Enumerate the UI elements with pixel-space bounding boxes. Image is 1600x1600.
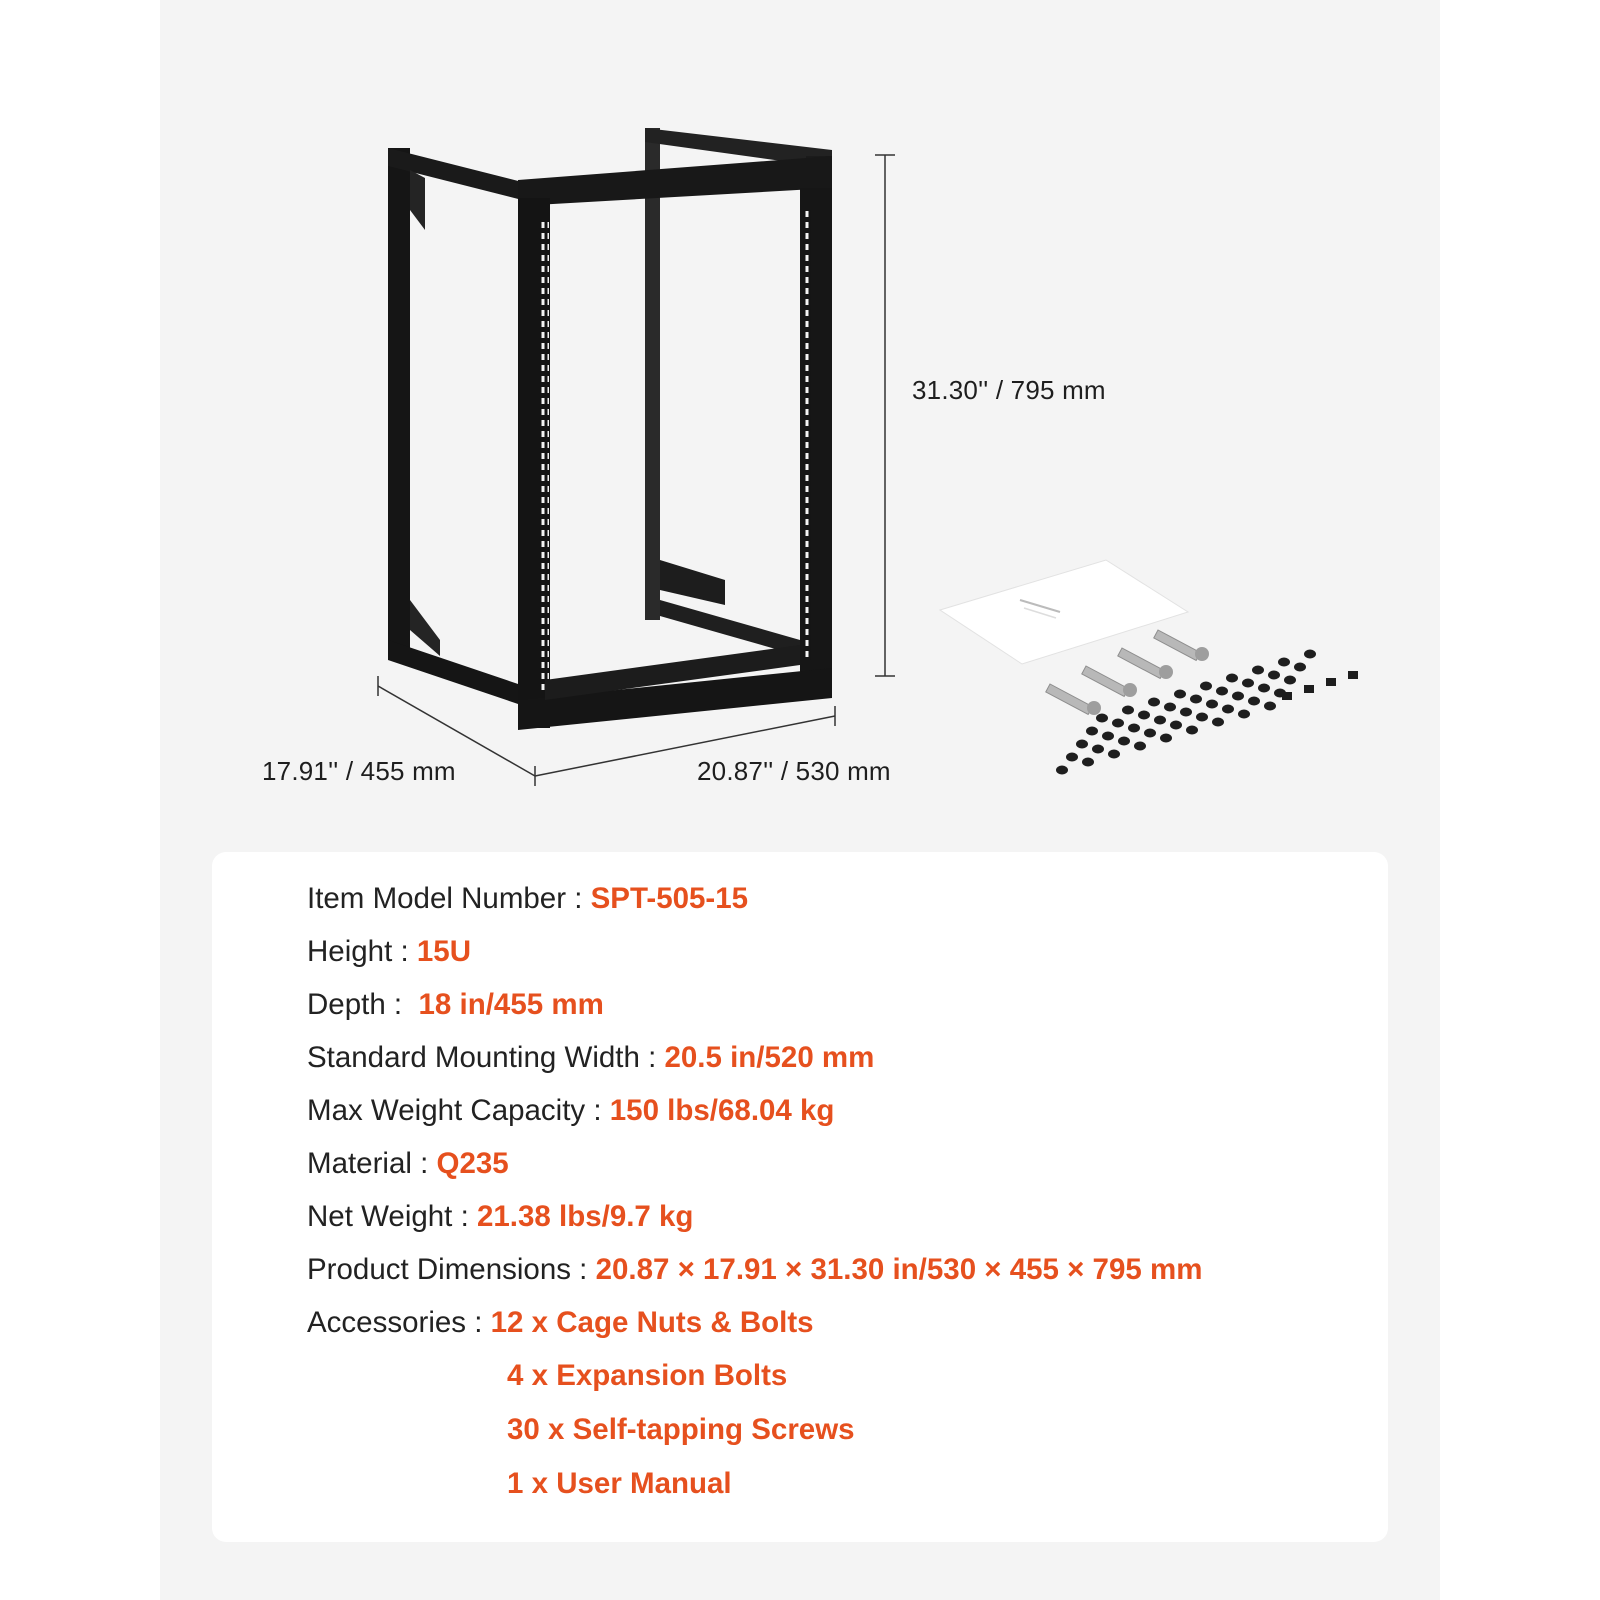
cage-nut-icon [1348, 671, 1358, 679]
spec-label: Max Weight Capacity : [307, 1094, 610, 1127]
spec-label: Depth : [307, 988, 419, 1021]
spec-net-weight [307, 1200, 693, 1234]
screw-icon [1122, 706, 1134, 715]
screw-icon [1304, 650, 1316, 659]
screw-icon [1148, 698, 1160, 707]
screw-icon [1108, 750, 1120, 759]
cage-nut-icon [1282, 692, 1292, 700]
screw-icon [1278, 658, 1290, 667]
screw-icon [1284, 676, 1296, 685]
screw-icon [1164, 703, 1176, 712]
screw-icon [1066, 753, 1078, 762]
screw-icon [1138, 711, 1150, 720]
screw-icon [1294, 663, 1306, 672]
screw-icon [1128, 724, 1140, 733]
screw-icon [1082, 758, 1094, 767]
spec-value: 18 in/455 mm [418, 988, 604, 1021]
screw-icon [1102, 732, 1114, 741]
screw-icon [1170, 721, 1182, 730]
spec-value: 20.5 in/520 mm [664, 1041, 875, 1074]
spec-value: 15U [416, 935, 471, 968]
screw-icon [1216, 687, 1228, 696]
screw-icon [1258, 684, 1270, 693]
spec-value: 12 x Cage Nuts & Bolts [490, 1306, 814, 1339]
spec-label: Product Dimensions : [307, 1253, 596, 1286]
cage-nut-icon [1304, 685, 1314, 693]
spec-label: Item Model Number : [307, 882, 591, 915]
spec-product-dimensions [307, 1253, 1202, 1287]
screw-icon [1242, 679, 1254, 688]
screw-icon [1190, 695, 1202, 704]
screw-icon [1264, 702, 1276, 711]
screw-icon [1180, 708, 1192, 717]
screw-icon [1096, 714, 1108, 723]
screw-icon [1092, 745, 1104, 754]
accessory-item: 4 x Expansion Bolts [507, 1359, 788, 1392]
depth-dimension-label: 17.91'' / 455 mm [262, 756, 456, 786]
screw-icon [1200, 682, 1212, 691]
spec-label: Material : [307, 1147, 437, 1180]
screw-icon [1196, 713, 1208, 722]
height-dimension-line [875, 155, 895, 676]
cage-nut-icon [1326, 678, 1336, 686]
spec-label: Accessories : [307, 1306, 491, 1339]
spec-value: 150 lbs/68.04 kg [609, 1094, 835, 1127]
spec-label: Standard Mounting Width : [307, 1041, 665, 1074]
screw-icon [1118, 737, 1130, 746]
screw-icon [1238, 710, 1250, 719]
spec-max-weight [307, 1094, 834, 1128]
width-dimension-label: 20.87'' / 530 mm [697, 756, 891, 786]
screw-icon [1056, 766, 1068, 775]
screw-icon [1252, 666, 1264, 675]
spec-depth [307, 988, 604, 1022]
spec-value: 21.38 lbs/9.7 kg [476, 1200, 694, 1233]
spec-value: 20.87 × 17.91 × 31.30 in/530 × 455 × 795 mm [595, 1253, 1203, 1286]
screw-icon [1248, 697, 1260, 706]
screw-icon [1226, 674, 1238, 683]
screw-icon [1144, 729, 1156, 738]
screw-icon [1154, 716, 1166, 725]
height-dimension-label: 31.30'' / 795 mm [912, 375, 1106, 405]
screw-icon [1222, 705, 1234, 714]
accessory-item: 1 x User Manual [507, 1467, 732, 1500]
rack-frame-icon [388, 128, 832, 730]
accessory-item: 30 x Self-tapping Screws [507, 1413, 855, 1446]
spec-mounting-width [307, 1041, 874, 1075]
screw-icon [1134, 742, 1146, 751]
screw-icon [1160, 734, 1172, 743]
spec-value: SPT-505-15 [590, 882, 749, 915]
screw-icon [1174, 690, 1186, 699]
spec-model [307, 882, 748, 916]
screw-icon [1186, 726, 1198, 735]
screw-icon [1076, 740, 1088, 749]
screw-icon [1112, 719, 1124, 728]
spec-height [307, 935, 471, 969]
spec-value: Q235 [436, 1147, 509, 1180]
user-manual-icon [940, 560, 1188, 664]
spec-label: Net Weight : [307, 1200, 477, 1233]
screw-icon [1212, 718, 1224, 727]
screw-icon [1206, 700, 1218, 709]
spec-accessories [307, 1306, 814, 1340]
screw-icon [1232, 692, 1244, 701]
accessories-kit-icon [1046, 630, 1358, 775]
spec-label: Height : [307, 935, 417, 968]
spec-material [307, 1147, 509, 1181]
spec-card [212, 852, 1388, 1542]
screw-icon [1268, 671, 1280, 680]
screw-icon [1086, 727, 1098, 736]
